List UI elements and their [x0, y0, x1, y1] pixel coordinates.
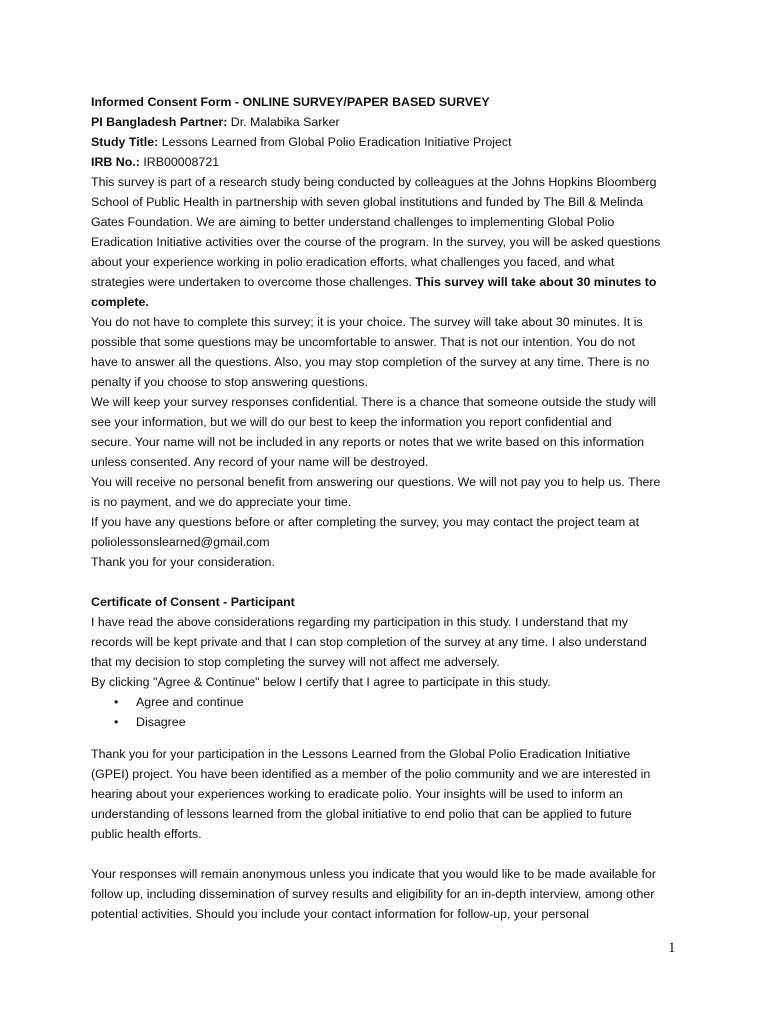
option-label: Agree and continue: [136, 695, 244, 709]
study-title-label: Study Title:: [91, 135, 159, 149]
voluntary-line: You do not have to complete this survey; it is your choice. The survey will take about 30 minutes. It is: [91, 315, 643, 329]
page-number: 1: [668, 940, 676, 956]
voluntary-line: possible that some questions may be uncomfortable to answer. That is not our intention. You do not: [91, 335, 635, 349]
intro-line: about your experience working in polio eradication efforts, what challenges you faced, and what: [91, 255, 615, 269]
anonymity-line: potential activities. Should you include your contact information for follow-up, your personal: [91, 907, 589, 921]
certificate-heading: Certificate of Consent - Participant: [91, 595, 295, 609]
option-disagree[interactable]: [91, 712, 691, 732]
pi-partner-line: [91, 112, 691, 132]
voluntary-paragraph: [91, 312, 691, 392]
consent-options-list: [91, 692, 691, 732]
confidentiality-line: see your information, but we will do our best to keep the information you report confidential and: [91, 415, 612, 429]
voluntary-line: have to answer all the questions. Also, you may stop completion of the survey at any time. There is no: [91, 355, 650, 369]
irb-value: IRB00008721: [139, 155, 220, 169]
contact-line: If you have any questions before or after completing the survey, you may contact the project team at: [91, 515, 640, 529]
survey-duration-notice: This survey will take about 30 minutes to: [415, 275, 657, 289]
survey-duration-notice-end: complete.: [91, 295, 149, 309]
anonymity-line: Your responses will remain anonymous unless you indicate that you would like to be made available for: [91, 867, 657, 881]
document-page: [91, 92, 691, 924]
benefit-line: You will receive no personal benefit from answering our questions. We will not pay you to help us. There: [91, 475, 661, 489]
intro-line: School of Public Health in partnership with seven global institutions and funded by The Bill & Melinda: [91, 195, 644, 209]
bullet-icon: •: [114, 715, 119, 729]
confidentiality-paragraph: [91, 392, 691, 472]
pi-partner-value: Dr. Malabika Sarker: [227, 115, 340, 129]
thanks-line: Thank you for your participation in the Lessons Learned from the Global Polio Eradication Initiative: [91, 747, 631, 761]
benefit-paragraph: [91, 472, 691, 512]
voluntary-line: penalty if you choose to stop answering questions.: [91, 375, 368, 389]
study-title-line: [91, 132, 691, 152]
bullet-icon: •: [114, 695, 119, 709]
certificate-line: I have read the above considerations regarding my participation in this study. I understand that my: [91, 615, 629, 629]
certificate-line: records will be kept private and that I can stop completion of the survey at any time. I also understand: [91, 635, 647, 649]
certificate-section: [91, 592, 691, 732]
anonymity-paragraph: [91, 864, 691, 924]
thanks-line: public health efforts.: [91, 827, 202, 841]
intro-line-text: strategies were undertaken to overcome those challenges.: [91, 275, 416, 289]
anonymity-line: follow up, including dissemination of survey results and eligibility for an in-depth interview, among other: [91, 887, 655, 901]
intro-line: Eradication Initiative activities over the course of the program. In the survey, you will be asked questions: [91, 235, 661, 249]
thanks-line: understanding of lessons learned from the global initiative to end polio that can be applied to future: [91, 807, 632, 821]
thank-you-line: Thank you for your consideration.: [91, 555, 275, 569]
option-label: Disagree: [136, 715, 186, 729]
thanks-paragraph: [91, 744, 691, 844]
irb-label: IRB No.:: [91, 155, 140, 169]
intro-paragraph: [91, 172, 691, 312]
contact-paragraph: [91, 512, 691, 572]
thanks-line: hearing about your experiences working to eradicate polio. Your insights will be used to inform an: [91, 787, 623, 801]
option-agree-and-continue[interactable]: [91, 692, 691, 712]
form-title: Informed Consent Form - ONLINE SURVEY/PAPER BASED SURVEY: [91, 95, 490, 109]
certificate-line: that my decision to stop completing the survey will not affect me adversely.: [91, 655, 500, 669]
intro-line: This survey is part of a research study being conducted by colleagues at the Johns Hopkins Bloomberg: [91, 175, 657, 189]
thanks-line: (GPEI) project. You have been identified as a member of the polio community and we are interested in: [91, 767, 651, 781]
consent-header: [91, 92, 691, 172]
intro-line: Gates Foundation. We are aiming to better understand challenges to implementing Global Polio: [91, 215, 615, 229]
irb-line: [91, 152, 691, 172]
confidentiality-line: unless consented. Any record of your name will be destroyed.: [91, 455, 429, 469]
benefit-line: is no payment, and we do appreciate your time.: [91, 495, 352, 509]
pi-partner-label: PI Bangladesh Partner:: [91, 115, 228, 129]
section-spacer: [91, 572, 691, 592]
confidentiality-line: We will keep your survey responses confidential. There is a chance that someone outside the study will: [91, 395, 656, 409]
section-spacer: [91, 732, 691, 744]
contact-email: poliolessonslearned@gmail.com: [91, 535, 270, 549]
intro-line: [91, 272, 691, 292]
confidentiality-line: secure. Your name will not be included in any reports or notes that we write based on this information: [91, 435, 645, 449]
section-spacer: [91, 844, 691, 864]
certificate-line: By clicking "Agree & Continue" below I certify that I agree to participate in this study.: [91, 675, 551, 689]
study-title-value: Lessons Learned from Global Polio Eradication Initiative Project: [158, 135, 512, 149]
